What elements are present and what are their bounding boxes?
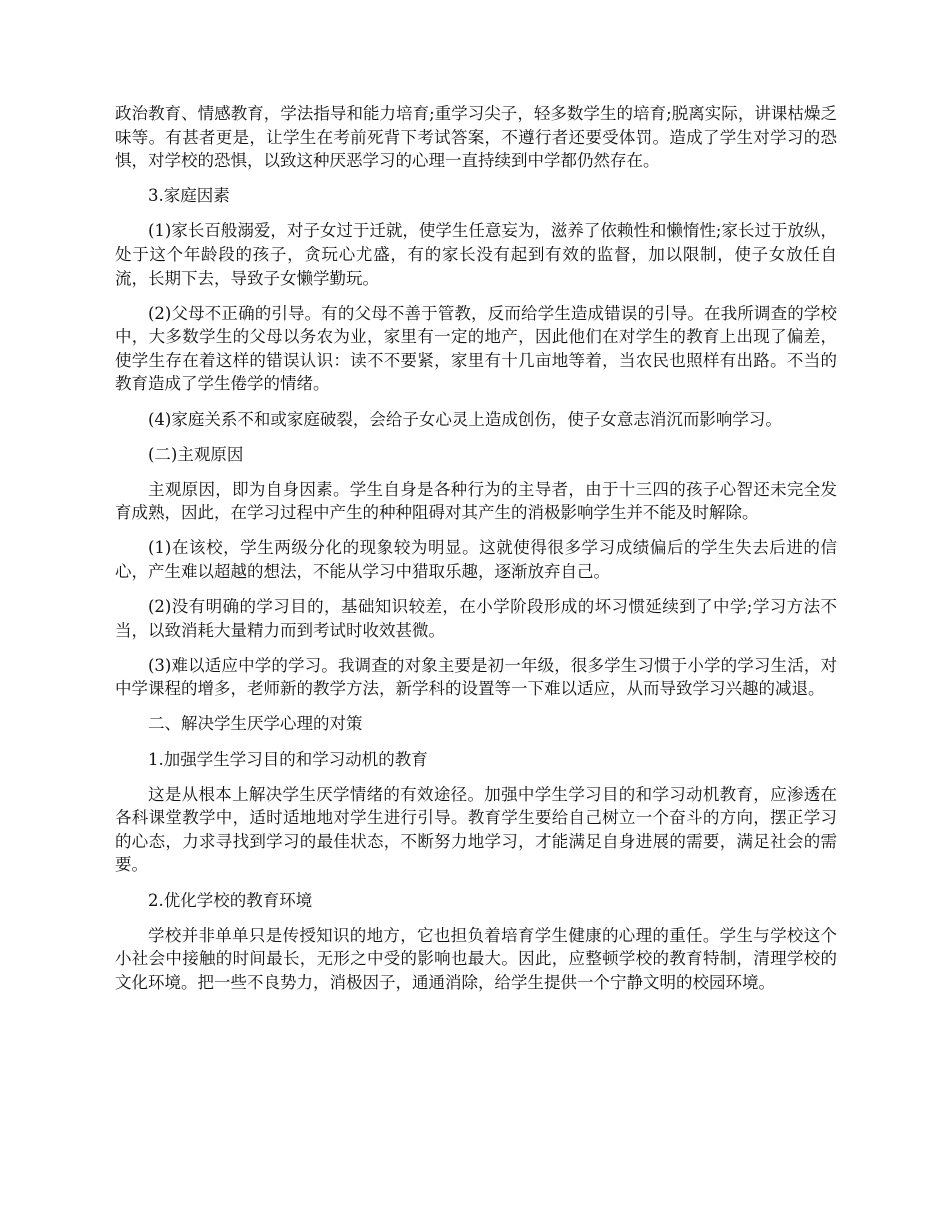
paragraph-motivation-body: 这是从根本上解决学生厌学情绪的有效途径。加强中学生学习目的和学习动机教育，应渗透在各科课堂教学中，适时适地地对学生进行引导。教育学生要给自己树立一个奋斗的方向，摆正学习的心态，力求寻找到学习的最佳状态，不断努力地学习，才能满足自身进展的需要，满足社会的需要。 bbox=[115, 784, 837, 875]
paragraph-school-education-issues: 政治教育、情感教育，学法指导和能力培育;重学习尖子，轻多数学生的培育;脱离实际，讲课枯燥乏味等。有甚者更是，让学生在考前死背下考试答案，不遵行者还要受体罚。造成了学生对学习的恐惧，对学校的恐惧，以致这种厌恶学习的心理一直持续到中学都仍然存在。 bbox=[115, 104, 837, 171]
heading-subjective-causes: (二)主观原因 bbox=[148, 444, 244, 464]
paragraph-family-point-1: (1)家长百般溺爱，对子女过于迁就，使学生任意妄为，滋养了依赖性和懒惰性;家长过于放纵，处于这个年龄段的孩子，贪玩心尤盛，有的家长没有起到有效的监督，加以限制，使子女放任自流，长期下去，导致子女懒学勤玩。 bbox=[115, 221, 837, 288]
heading-optimize-environment: 2.优化学校的教育环境 bbox=[148, 890, 313, 910]
paragraph-subjective-point-2: (2)没有明确的学习目的，基础知识较差，在小学阶段形成的坏习惯延续到了中学;学习方法不当，以致消耗大量精力而到考试时收效甚微。 bbox=[115, 597, 837, 640]
paragraph-environment-body: 学校并非单单只是传授知识的地方，它也担负着培育学生健康的心理的重任。学生与学校这个小社会中接触的时间最长，无形之中受的影响也最大。因此，应整顿学校的教育特制，清理学校的文化环境。把一些不良势力，消极因子，通通消除，给学生提供一个宁静文明的校园环境。 bbox=[115, 925, 837, 992]
heading-countermeasures: 二、解决学生厌学心理的对策 bbox=[148, 714, 363, 734]
paragraph-subjective-point-1: (1)在该校，学生两级分化的现象较为明显。这就使得很多学习成绩偏后的学生失去后进的信心，产生难以超越的想法，不能从学习中猎取乐趣，逐渐放弃自己。 bbox=[115, 538, 837, 581]
paragraph-family-point-2: (2)父母不正确的引导。有的父母不善于管教，反而给学生造成错误的引导。在我所调查的学校中，大多数学生的父母以务农为业，家里有一定的地产，因此他们在对学生的教育上出现了偏差，使学生存在着这样的错误认识：读不不要紧，家里有十几亩地等着，当农民也照样有出路。不当的教育造成了学生倦学的情绪。 bbox=[115, 303, 837, 394]
paragraph-family-point-4: (4)家庭关系不和或家庭破裂，会给子女心灵上造成创伤，使子女意志消沉而影响学习。 bbox=[148, 409, 782, 429]
paragraph-subjective-point-3: (3)难以适应中学的学习。我调查的对象主要是初一年级，很多学生习惯于小学的学习生活，对中学课程的增多，老师新的教学方法，新学科的设置等一下难以适应，从而导致学习兴趣的减退。 bbox=[115, 655, 837, 699]
heading-strengthen-motivation: 1.加强学生学习目的和学习动机的教育 bbox=[148, 749, 428, 769]
document-page bbox=[115, 102, 837, 1006]
paragraph-subjective-intro: 主观原因，即为自身因素。学生自身是各种行为的主导者，由于十三四的孩子心智还未完全发育成熟，因此，在学习过程中产生的种种阻碍对其产生的消极影响学生并不能及时解除。 bbox=[115, 479, 837, 523]
heading-family-factors: 3.家庭因素 bbox=[148, 186, 230, 206]
